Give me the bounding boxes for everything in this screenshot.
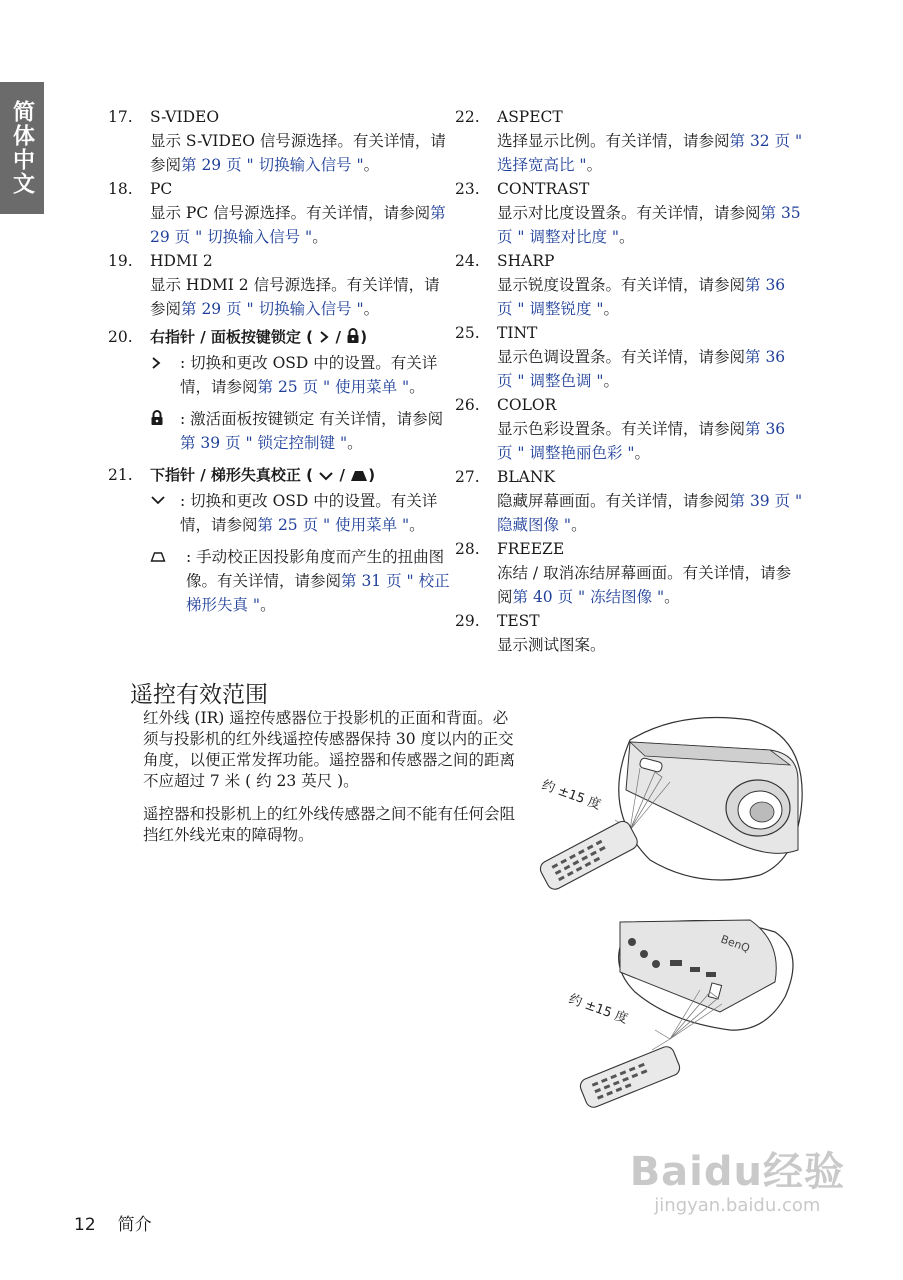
- item-number: 26.: [455, 396, 480, 414]
- language-tab: 简体中文: [0, 82, 44, 214]
- page-footer: [74, 1210, 174, 1235]
- item-heading: ASPECT: [497, 108, 563, 126]
- item-description: 显示 HDMI 2 信号源选择。有关详情，请参阅第 29 页 " 切换输入信号 "。: [150, 276, 440, 318]
- item-heading: HDMI 2: [150, 252, 213, 270]
- item-number: 19.: [108, 252, 133, 270]
- list-item: [108, 105, 450, 177]
- cross-ref-link[interactable]: 第 25 页 " 使用菜单 ": [257, 516, 410, 534]
- item-description: 显示锐度设置条。有关详情，请参阅第 36 页 " 调整锐度 "。: [497, 276, 786, 318]
- section-body: [143, 708, 515, 858]
- item-number: 23.: [455, 180, 480, 198]
- paragraph: 红外线 (IR) 遥控传感器位于投影机的正面和背面。必须与投影机的红外线遥控传感器保持 30 度以内的正交角度，以便正常发挥功能。遥控器和传感器之间的距离不应超过 7 米 ( 约 23 英尺 )。: [143, 709, 516, 790]
- cross-ref-link[interactable]: 第 36 页 " 调整色调 ": [497, 348, 786, 390]
- item-number: 22.: [455, 108, 480, 126]
- item-number: 25.: [455, 324, 480, 342]
- item-heading: BLANK: [497, 468, 556, 486]
- item-heading: PC: [150, 180, 173, 198]
- cross-ref-link[interactable]: 第 36 页 " 调整锐度 ": [497, 276, 786, 318]
- item-heading: 右指针 / 面板按键锁定 ( / ): [150, 328, 368, 346]
- lock-icon: [346, 328, 360, 344]
- svg-text:BenQ: BenQ: [718, 932, 752, 956]
- list-item: [455, 105, 805, 177]
- list-item: [455, 177, 805, 249]
- list-item: [455, 537, 805, 609]
- item-number: 24.: [455, 252, 480, 270]
- watermark-logo: Baidu经验: [629, 1149, 845, 1195]
- item-heading: CONTRAST: [497, 180, 590, 198]
- angle-label: 约 ±15 度: [566, 991, 630, 1027]
- chevron-right-icon: [318, 330, 330, 344]
- item-heading: 下指针 / 梯形失真校正 ( / ): [150, 466, 376, 484]
- cross-ref-link[interactable]: 第 31 页 " 校正梯形失真 ": [186, 572, 450, 614]
- list-item: [455, 393, 805, 465]
- cross-ref-link[interactable]: 第 29 页 " 切换输入信号 ": [150, 204, 446, 246]
- item-description: 选择显示比例。有关详情，请参阅第 32 页 " 选择宽高比 "。: [497, 132, 803, 174]
- cross-ref-link[interactable]: 第 29 页 " 切换输入信号 ": [181, 156, 364, 174]
- item-heading: S-VIDEO: [150, 108, 220, 126]
- item-description: 隐藏屏幕画面。有关详情，请参阅第 39 页 " 隐藏图像 "。: [497, 492, 803, 534]
- item-description: 显示对比度设置条。有关详情，请参阅第 35 页 " 调整对比度 "。: [497, 204, 801, 246]
- section-title: 遥控有效范围: [130, 682, 268, 708]
- item-number: 29.: [455, 612, 480, 630]
- item-heading: TEST: [497, 612, 540, 630]
- right-column: [455, 105, 805, 657]
- cross-ref-link[interactable]: 第 35 页 " 调整对比度 ": [497, 204, 801, 246]
- list-item: [455, 609, 805, 657]
- list-item: [108, 177, 450, 249]
- item-heading: SHARP: [497, 252, 555, 270]
- cross-ref-link[interactable]: 第 39 页 " 隐藏图像 ": [497, 492, 803, 534]
- sub-item-lock: : 激活面板按键锁定 有关详情，请参阅第 39 页 " 锁定控制键 "。: [150, 407, 450, 455]
- cross-ref-link[interactable]: 第 36 页 " 调整艳丽色彩 ": [497, 420, 786, 462]
- cross-ref-link[interactable]: 第 39 页 " 锁定控制键 ": [180, 434, 348, 452]
- list-item: [455, 465, 805, 537]
- item-description: 冻结 / 取消冻结屏幕画面。有关详情，请参阅第 40 页 " 冻结图像 "。: [497, 564, 792, 606]
- watermark: [630, 1140, 845, 1216]
- keystone-icon: [150, 551, 166, 563]
- list-item-right-lock: [108, 325, 450, 455]
- left-column: [108, 105, 450, 625]
- cross-ref-link[interactable]: 第 32 页 " 选择宽高比 ": [497, 132, 803, 174]
- item-description: 显示色彩设置条。有关详情，请参阅第 36 页 " 调整艳丽色彩 "。: [497, 420, 786, 462]
- item-number: 28.: [455, 540, 480, 558]
- chevron-down-icon: [318, 470, 334, 482]
- list-item: [455, 321, 805, 393]
- list-item: [455, 249, 805, 321]
- chevron-down-icon: [150, 494, 166, 506]
- item-description: 显示测试图案。: [497, 636, 606, 654]
- item-number: 21.: [108, 466, 133, 484]
- item-number: 20.: [108, 328, 133, 346]
- item-heading: COLOR: [497, 396, 557, 414]
- section-name: 简介: [117, 1215, 152, 1235]
- list-item: [108, 249, 450, 321]
- sub-item-keystone: : 手动校正因投影角度而产生的扭曲图像。有关详情，请参阅第 31 页 " 校正梯形失真 "。: [150, 545, 450, 617]
- item-heading: FREEZE: [497, 540, 565, 558]
- chevron-right-icon: [150, 356, 162, 370]
- cross-ref-link[interactable]: 第 29 页 " 切换输入信号 ": [181, 300, 364, 318]
- watermark-url: jingyan.baidu.com: [654, 1195, 821, 1216]
- page-number: 12: [74, 1215, 96, 1235]
- item-description: 显示色调设置条。有关详情，请参阅第 36 页 " 调整色调 "。: [497, 348, 786, 390]
- item-heading: TINT: [497, 324, 538, 342]
- keystone-icon: [350, 470, 368, 482]
- item-description: 显示 S-VIDEO 信号源选择。有关详情，请参阅第 29 页 " 切换输入信号 "。: [150, 132, 446, 174]
- sub-item-down: : 切换和更改 OSD 中的设置。有关详情，请参阅第 25 页 " 使用菜单 "。: [150, 489, 450, 537]
- paragraph: 遥控器和投影机上的红外线传感器之间不能有任何会阻挡红外线光束的障碍物。: [143, 805, 516, 844]
- item-number: 27.: [455, 468, 480, 486]
- lock-icon: [150, 410, 164, 426]
- item-description: 显示 PC 信号源选择。有关详情，请参阅第 29 页 " 切换输入信号 "。: [150, 204, 446, 246]
- front-sensor-illustration: [530, 710, 810, 900]
- sub-item-right: : 切换和更改 OSD 中的设置。有关详情，请参阅第 25 页 " 使用菜单 "。: [150, 351, 450, 399]
- cross-ref-link[interactable]: 第 40 页 " 冻结图像 ": [512, 588, 665, 606]
- item-number: 17.: [108, 108, 133, 126]
- angle-label: 约 ±15 度: [539, 777, 603, 813]
- cross-ref-link[interactable]: 第 25 页 " 使用菜单 ": [257, 378, 410, 396]
- item-number: 18.: [108, 180, 133, 198]
- list-item-down-keystone: [108, 463, 450, 617]
